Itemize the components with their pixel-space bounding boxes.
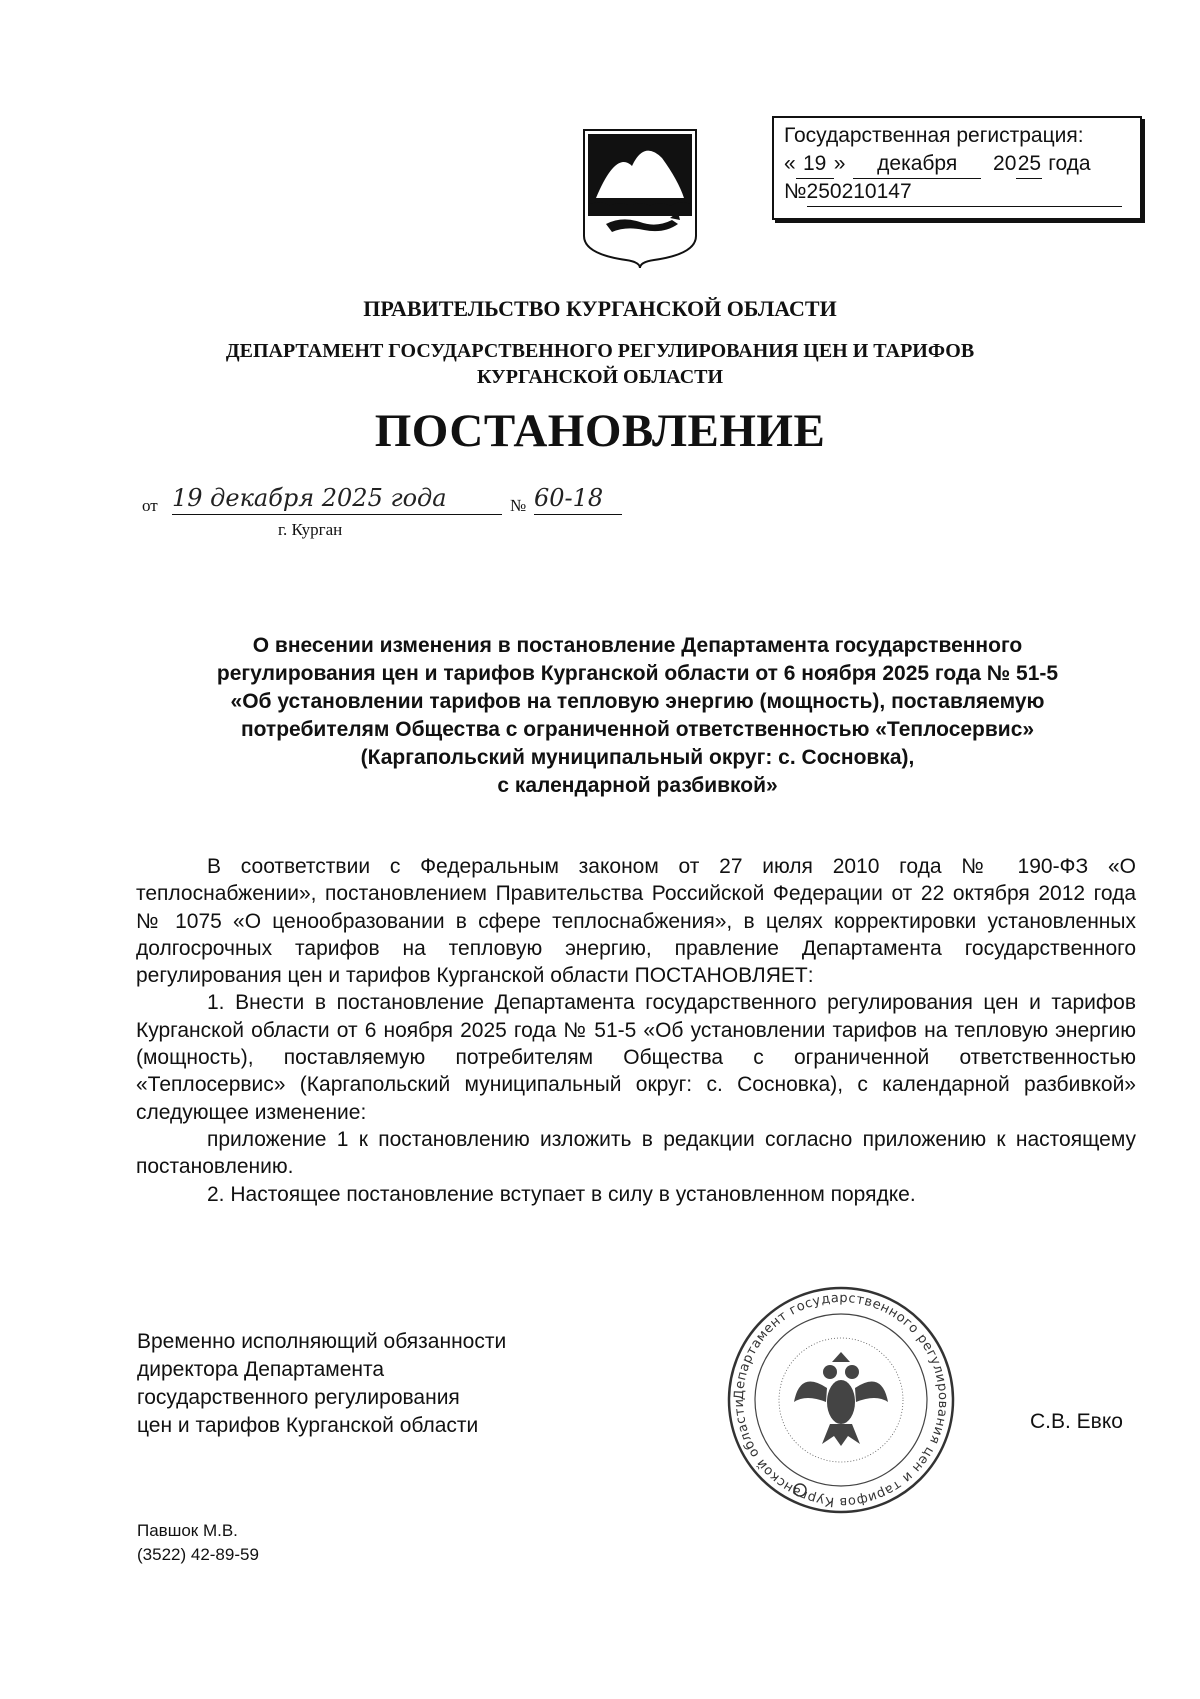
- executor-info: [137, 1519, 259, 1567]
- signer-position-line: государственного регулирования: [137, 1386, 460, 1409]
- department-name: [0, 338, 1200, 390]
- issue-date-line: [142, 484, 642, 548]
- eagle-emblem: [794, 1352, 888, 1446]
- executor-name: Павшок М.В.: [137, 1521, 238, 1540]
- department-line-1: ДЕПАРТАМЕНТ ГОСУДАРСТВЕННОГО РЕГУЛИРОВАНИЯ ЦЕН И ТАРИФОВ: [225, 340, 975, 362]
- preamble-paragraph: В соответствии с Федеральным законом от 27 июля 2010 года № 190-ФЗ «О теплоснабжении», постановлением Правительства Российской Федерации от 22 октября 2012 года № 1075 «О ценообразовании в сфере теплоснабжения», в целях корректировки установленных долгосрочных тарифов на тепловую энергию, правление Департамента государственного регулирования цен и тарифов Курганской области ПОСТАНОВЛЯЕТ:: [136, 855, 1136, 988]
- registration-date: « 19 » декабря 2025 года: [784, 150, 1130, 178]
- item-1-paragraph: 1. Внести в постановление Департамента государственного регулирования цен и тарифов Курганской области от 6 ноября 2025 года № 51-5 «Об установлении тарифов на тепловую энергию (мощность), поставляемую потребителям Общества с ограниченной ответственностью «Теплосервис» (Каргапольский муниципальный округ: с. Сосновка), с календарной разбивкой» следующее изменение:: [136, 991, 1136, 1124]
- registration-number-row: [784, 178, 1130, 206]
- subject-line: с календарной разбивкой»: [497, 774, 778, 797]
- number-label: №: [510, 496, 527, 515]
- signer-position-line: директора Департамента: [137, 1358, 385, 1381]
- signer-name: С.В. Евко: [1030, 1410, 1123, 1433]
- registration-year-suffix: 25: [1016, 150, 1042, 179]
- item-2-paragraph: 2. Настоящее постановление вступает в силу в установленном порядке.: [207, 1182, 916, 1206]
- official-seal-stamp: [722, 1284, 960, 1516]
- city-label: г. Курган: [278, 520, 343, 539]
- registration-day: 19: [796, 150, 834, 179]
- department-line-2: КУРГАНСКОЙ ОБЛАСТИ: [476, 366, 724, 388]
- subject-line: О внесении изменения в постановление Департамента государственного: [252, 634, 1023, 657]
- stamp-text: Департамент государственного регулирования цен и тарифов Курганской области: [731, 1290, 951, 1510]
- issue-number-handwritten: 60-18: [534, 484, 622, 515]
- issue-date-handwritten: 19 декабря 2025 года: [172, 484, 502, 515]
- registration-number: 250210147: [807, 178, 1122, 207]
- from-label: от: [142, 496, 158, 515]
- registration-year-prefix: 20: [993, 152, 1017, 175]
- subject-line: регулирования цен и тарифов Курганской области от 6 ноября 2025 года № 51-5: [216, 662, 1059, 685]
- document-type-title: ПОСТАНОВЛЕНИЕ: [374, 405, 826, 457]
- signer-position-line: Временно исполняющий обязанности: [137, 1330, 507, 1353]
- government-name: ПРАВИТЕЛЬСТВО КУРГАНСКОЙ ОБЛАСТИ: [363, 296, 837, 321]
- registration-box: [772, 116, 1142, 220]
- item-1-sub-paragraph: приложение 1 к постановлению изложить в редакции согласно приложению к настоящему постановлению.: [136, 1127, 1136, 1179]
- coat-of-arms-emblem: [582, 128, 698, 270]
- document-subject: [150, 632, 1125, 800]
- subject-line: (Каргапольский муниципальный округ: с. Сосновка),: [360, 746, 915, 769]
- document-body: [136, 853, 1136, 1208]
- subject-line: «Об установлении тарифов на тепловую энергию (мощность), поставляемую: [230, 690, 1045, 713]
- signer-position-line: цен и тарифов Курганской области: [137, 1414, 479, 1437]
- executor-phone: (3522) 42-89-59: [137, 1545, 259, 1564]
- registration-number-label: №: [784, 180, 807, 203]
- signer-position: [137, 1328, 607, 1440]
- registration-month: декабря: [853, 150, 981, 179]
- subject-line: потребителям Общества с ограниченной ответственностью «Теплосервис»: [240, 718, 1035, 741]
- registration-title: Государственная регистрация:: [784, 124, 1084, 147]
- registration-year-word: года: [1048, 152, 1091, 175]
